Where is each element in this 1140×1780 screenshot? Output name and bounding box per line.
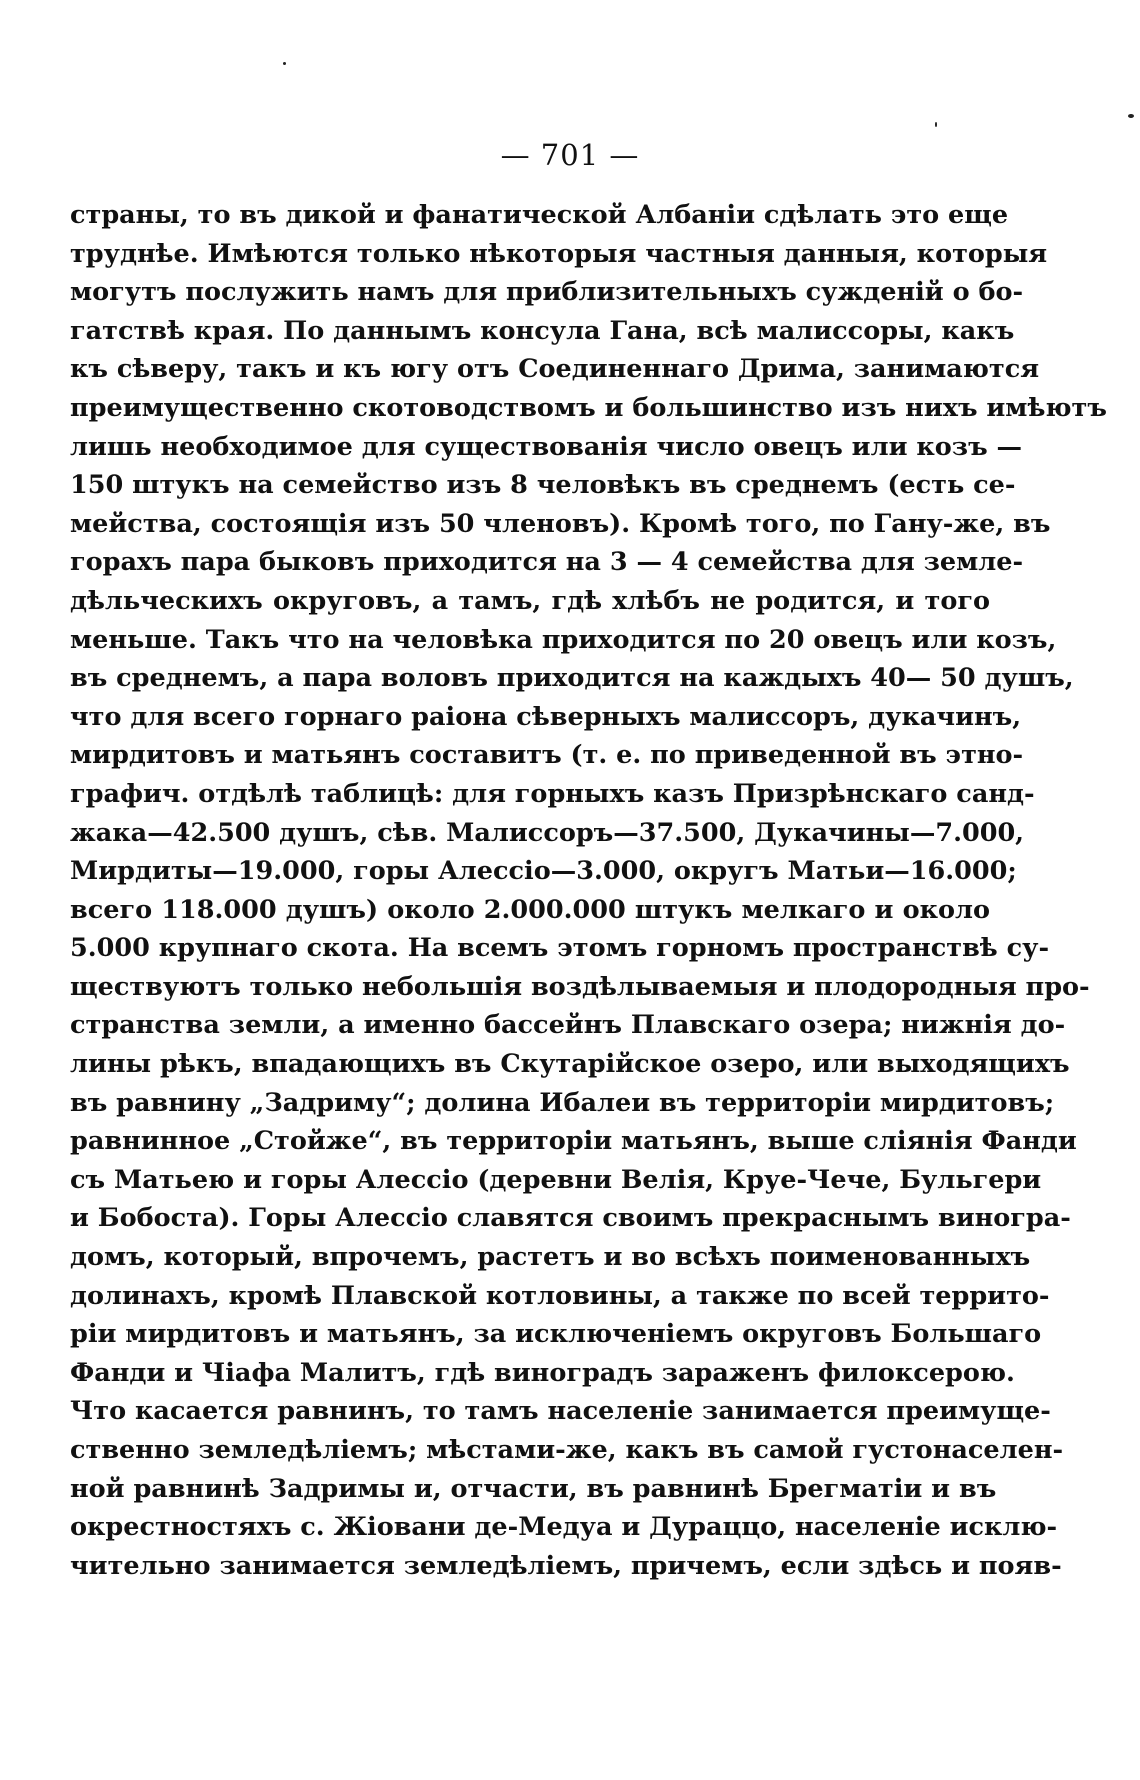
text-line: къ сѣверу, такъ и къ югу отъ Соединеннаго Дрима, занимаются — [70, 354, 1040, 385]
text-line: что для всего горнаго раіона сѣверныхъ малиссоръ, дукачинъ, — [70, 701, 1022, 732]
scan-speck — [283, 62, 286, 65]
text-line: окрестностяхъ с. Жіовани де-Медуа и Дураццо, населеніе исклю- — [70, 1512, 1058, 1543]
text-line: ріи мирдитовъ и матьянъ, за исключеніемъ округовъ Большаго — [70, 1319, 1042, 1350]
text-line: преимущественно скотоводствомъ и большинство изъ нихъ имѣютъ — [70, 392, 1107, 423]
text-line: и Бобоста). Горы Алессіо славятся своимъ прекраснымъ виногра- — [70, 1203, 1071, 1234]
body-text — [70, 196, 1107, 1585]
page-number: — 701 — — [500, 138, 640, 172]
text-line: въ равнину „Задриму“; долина Ибалеи въ территоріи мирдитовъ; — [70, 1087, 1055, 1118]
text-line: равнинное „Стойже“, въ территоріи матьянъ, выше сліянія Фанди — [70, 1126, 1077, 1157]
text-line: графич. отдѣлѣ таблицѣ: для горныхъ казъ Призрѣнскаго санд- — [70, 778, 1035, 809]
text-line: могутъ послужить намъ для приблизительныхъ сужденій о бо- — [70, 277, 1024, 308]
text-line: дѣльческихъ округовъ, а тамъ, гдѣ хлѣбъ не родится, и того — [70, 585, 990, 616]
text-line: Что касается равнинъ, то тамъ населеніе занимается преимуще- — [70, 1396, 1051, 1427]
text-line: съ Матьею и горы Алессіо (деревни Велія, Круе-Чече, Бульгери — [70, 1164, 1042, 1195]
text-line: мирдитовъ и матьянъ составитъ (т. е. по приведенной въ этно- — [70, 740, 1024, 771]
text-line: странства земли, а именно бассейнъ Плавскаго озера; нижнія до- — [70, 1010, 1066, 1041]
text-line: Фанди и Чіафа Малитъ, гдѣ виноградъ зараженъ филоксерою. — [70, 1357, 1015, 1388]
text-line: меньше. Такъ что на человѣка приходится по 20 овецъ или козъ, — [70, 624, 1057, 655]
text-line: горахъ пара быковъ приходится на 3 — 4 семейства для земле- — [70, 547, 1024, 578]
text-line: 150 штукъ на семейство изъ 8 человѣкъ въ среднемъ (есть се- — [70, 470, 1016, 501]
text-line: ственно земледѣліемъ; мѣстами-же, какъ въ самой густонаселен- — [70, 1435, 1064, 1465]
scan-speck — [1128, 114, 1134, 118]
text-line: всего 118.000 душъ) около 2.000.000 штукъ мелкаго и около — [70, 894, 990, 925]
text-line: мейства, состоящія изъ 50 членовъ). Кромѣ того, по Гану-же, въ — [70, 508, 1051, 539]
text-line: ной равнинѣ Задримы и, отчасти, въ равнинѣ Брегматіи и въ — [70, 1473, 997, 1504]
text-line: въ среднемъ, а пара воловъ приходится на каждыхъ 40— 50 душъ, — [70, 663, 1074, 694]
text-line: лишь необходимое для существованія число овецъ или козъ — — [70, 431, 1023, 462]
text-line: страны, то въ дикой и фанатической Албаніи сдѣлать это еще — [70, 200, 1009, 230]
text-line: чительно занимается земледѣліемъ, причемъ, если здѣсь и появ- — [70, 1550, 1062, 1581]
text-line: лины рѣкъ, впадающихъ въ Скутарійское озеро, или выходящихъ — [70, 1049, 1070, 1080]
text-line: 5.000 крупнаго скота. На всемъ этомъ горномъ пространствѣ су- — [70, 933, 1050, 964]
text-line: долинахъ, кромѣ Плавской котловины, а также по всей террито- — [70, 1280, 1050, 1311]
text-line: Мирдиты—19.000, горы Алессіо—3.000, округъ Матьи—16.000; — [70, 856, 1017, 887]
text-line: жака—42.500 душъ, сѣв. Малиссоръ—37.500, Дукачины—7.000, — [70, 817, 1025, 848]
text-line: гатствѣ края. По даннымъ консула Гана, всѣ малиссоры, какъ — [70, 315, 1015, 346]
scan-speck — [935, 122, 937, 127]
text-line: труднѣе. Имѣются только нѣкоторыя частныя данныя, которыя — [70, 238, 1048, 269]
text-line: ществуютъ только небольшія воздѣлываемыя и плодородныя про- — [70, 971, 1090, 1002]
text-line: домъ, который, впрочемъ, растетъ и во всѣхъ поименованныхъ — [70, 1242, 1031, 1273]
